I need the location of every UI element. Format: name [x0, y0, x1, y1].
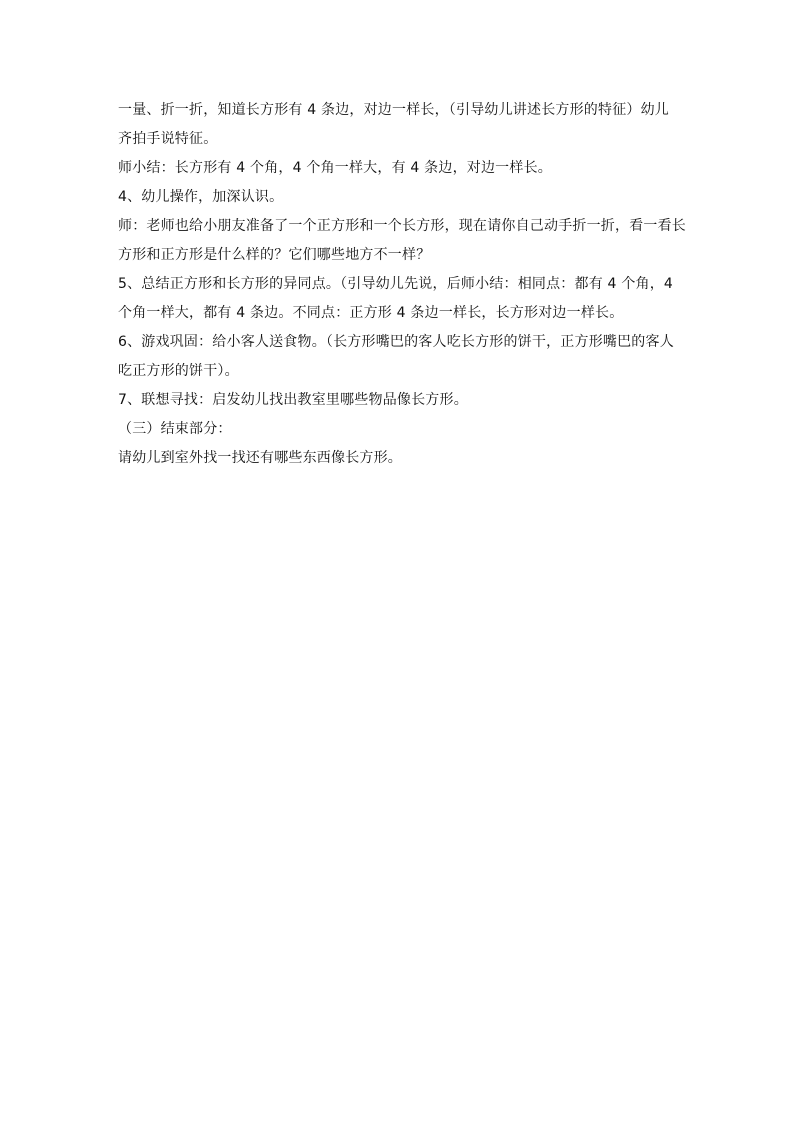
text-line: 4、幼儿操作，加深认识。 [118, 189, 284, 205]
text-line: 师小结：长方形有 4 个角，4 个角一样大，有 4 条边，对边一样长。 [118, 160, 552, 176]
text-line: 方形和正方形是什么样的？它们哪些地方不一样？ [118, 247, 431, 263]
text-line: 6、游戏巩固：给小客人送食物。（长方形嘴巴的客人吃长方形的饼干，正方形嘴巴的客人 [118, 334, 674, 350]
paragraph-step-4-heading [118, 183, 678, 212]
paragraph-step-7 [118, 386, 678, 415]
document-body [118, 96, 686, 473]
text-line: 7、联想寻找：启发幼儿找出教室里哪些物品像长方形。 [118, 392, 468, 408]
paragraph-closing [118, 444, 678, 473]
paragraph-step-6 [118, 328, 678, 386]
text-line: 请幼儿到室外找一找还有哪些东西像长方形。 [118, 450, 402, 466]
paragraph-feature-summary [118, 96, 678, 154]
text-line: 个角一样大，都有 4 条边。不同点：正方形 4 条边一样长，长方形对边一样长。 [118, 305, 624, 321]
text-line: 齐拍手说特征。 [118, 131, 218, 147]
text-line: 5、总结正方形和长方形的异同点。（引导幼儿先说，后师小结：相同点：都有 4 个角，4 [118, 276, 674, 292]
paragraph-teacher-instruction [118, 212, 686, 270]
paragraph-teacher-summary [118, 154, 678, 183]
paragraph-section-3-heading [118, 415, 678, 444]
text-line: 师：老师也给小朋友准备了一个正方形和一个长方形，现在请你自己动手折一折，看一看长 [118, 218, 686, 234]
text-line: （三）结束部分： [118, 421, 232, 437]
text-line: 一量、折一折，知道长方形有 4 条边，对边一样长，（引导幼儿讲述长方形的特征）幼儿 [118, 102, 670, 118]
text-line: 吃正方形的饼干）。 [118, 363, 239, 379]
paragraph-step-5 [118, 270, 678, 328]
